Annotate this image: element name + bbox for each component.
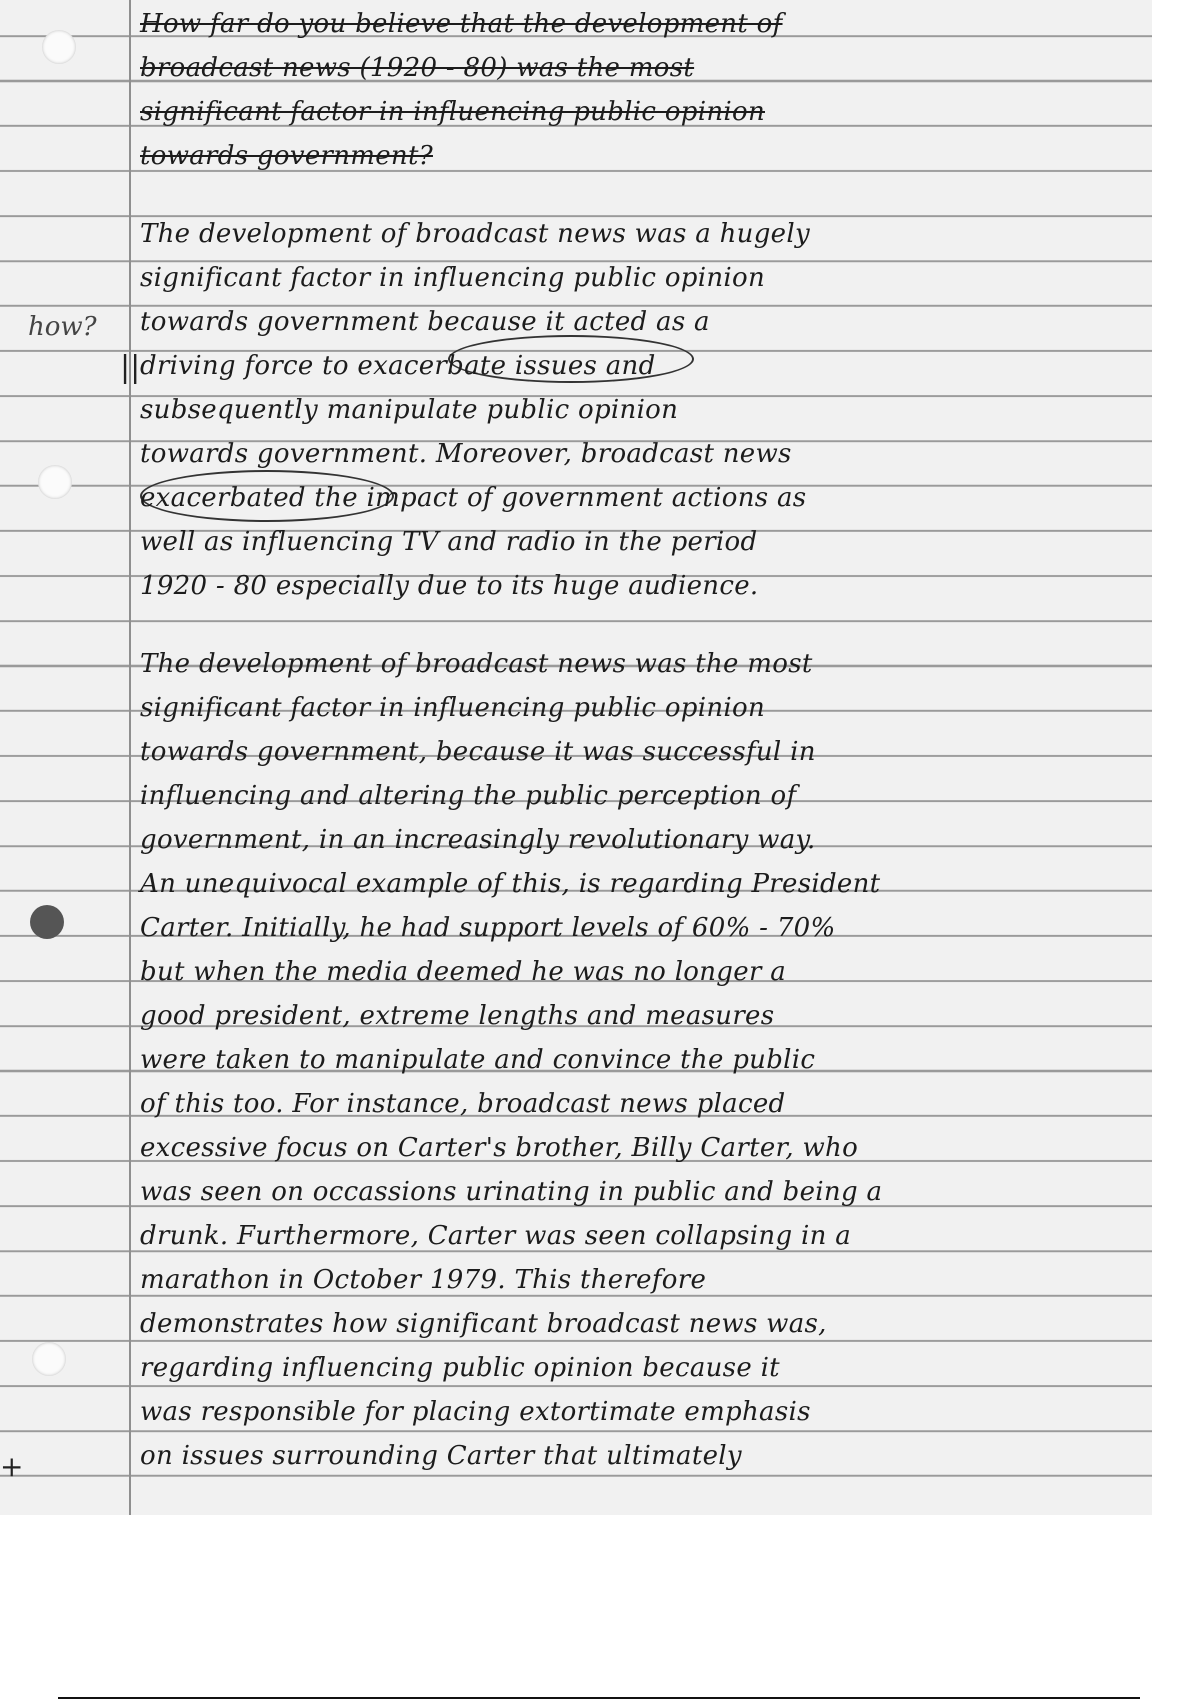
paragraph-line: significant factor in influencing public opinion [140, 693, 765, 723]
paragraph-line: well as influencing TV and radio in the period [140, 527, 758, 557]
question-line: broadcast news (1920 - 80) was the most [140, 53, 695, 83]
paragraph-line: drunk. Furthermore, Carter was seen collapsing in a [140, 1221, 851, 1251]
question-line: significant factor in influencing public opinion [140, 97, 765, 127]
paragraph-line: exacerbated the impact of government actions as [140, 483, 807, 513]
paragraph-line: on issues surrounding Carter that ultimately [140, 1441, 742, 1471]
paragraph-line: influencing and altering the public perception of [140, 781, 797, 811]
paragraph-line: of this too. For instance, broadcast news placed [140, 1089, 786, 1119]
paragraph-line: Carter. Initially, he had support levels of 60% - 70% [140, 913, 836, 943]
paragraph-line: were taken to manipulate and convince the public [140, 1045, 816, 1075]
paragraph-line: excessive focus on Carter's brother, Billy Carter, who [140, 1133, 859, 1163]
paragraph-line: towards government, because it was successful in [140, 737, 816, 767]
paragraph-line: The development of broadcast news was a hugely [140, 219, 810, 249]
paragraph-line: demonstrates how significant broadcast news was, [140, 1309, 827, 1339]
margin-note-cross: + [0, 1450, 24, 1483]
paragraph-line: marathon in October 1979. This therefore [140, 1265, 707, 1295]
question-line: How far do you believe that the development of [140, 9, 783, 39]
question-line: towards government? [140, 141, 433, 171]
paragraph-line: was seen on occassions urinating in public and being a [140, 1177, 883, 1207]
punch-hole [32, 1342, 66, 1376]
paragraph-line: was responsible for placing extortimate emphasis [140, 1397, 811, 1427]
margin-line [129, 0, 131, 1515]
punch-hole [30, 905, 64, 939]
paragraph-line: regarding influencing public opinion because it [140, 1353, 780, 1383]
paragraph-line: towards government because it acted as a [140, 307, 710, 337]
paragraph-line: significant factor in influencing public opinion [140, 263, 765, 293]
paragraph-line: driving force to exacerbate issues and [140, 351, 656, 381]
punch-hole [38, 465, 72, 499]
paragraph-line: 1920 - 80 especially due to its huge audience. [140, 571, 759, 601]
paragraph-line: subsequently manipulate public opinion [140, 395, 679, 425]
paragraph-line: towards government. Moreover, broadcast news [140, 439, 792, 469]
paragraph-line: good president, extreme lengths and measures [140, 1001, 775, 1031]
paragraph-line: government, in an increasingly revolutionary way. [140, 825, 816, 855]
paragraph-line: The development of broadcast news was the most [140, 649, 813, 679]
margin-note-bars: || [120, 350, 141, 385]
bottom-rule [58, 1697, 1140, 1699]
punch-hole [42, 30, 76, 64]
margin-note-how: how? [28, 312, 97, 342]
paragraph-line: but when the media deemed he was no longer a [140, 957, 787, 987]
paragraph-line: An unequivocal example of this, is regarding President [140, 869, 881, 899]
